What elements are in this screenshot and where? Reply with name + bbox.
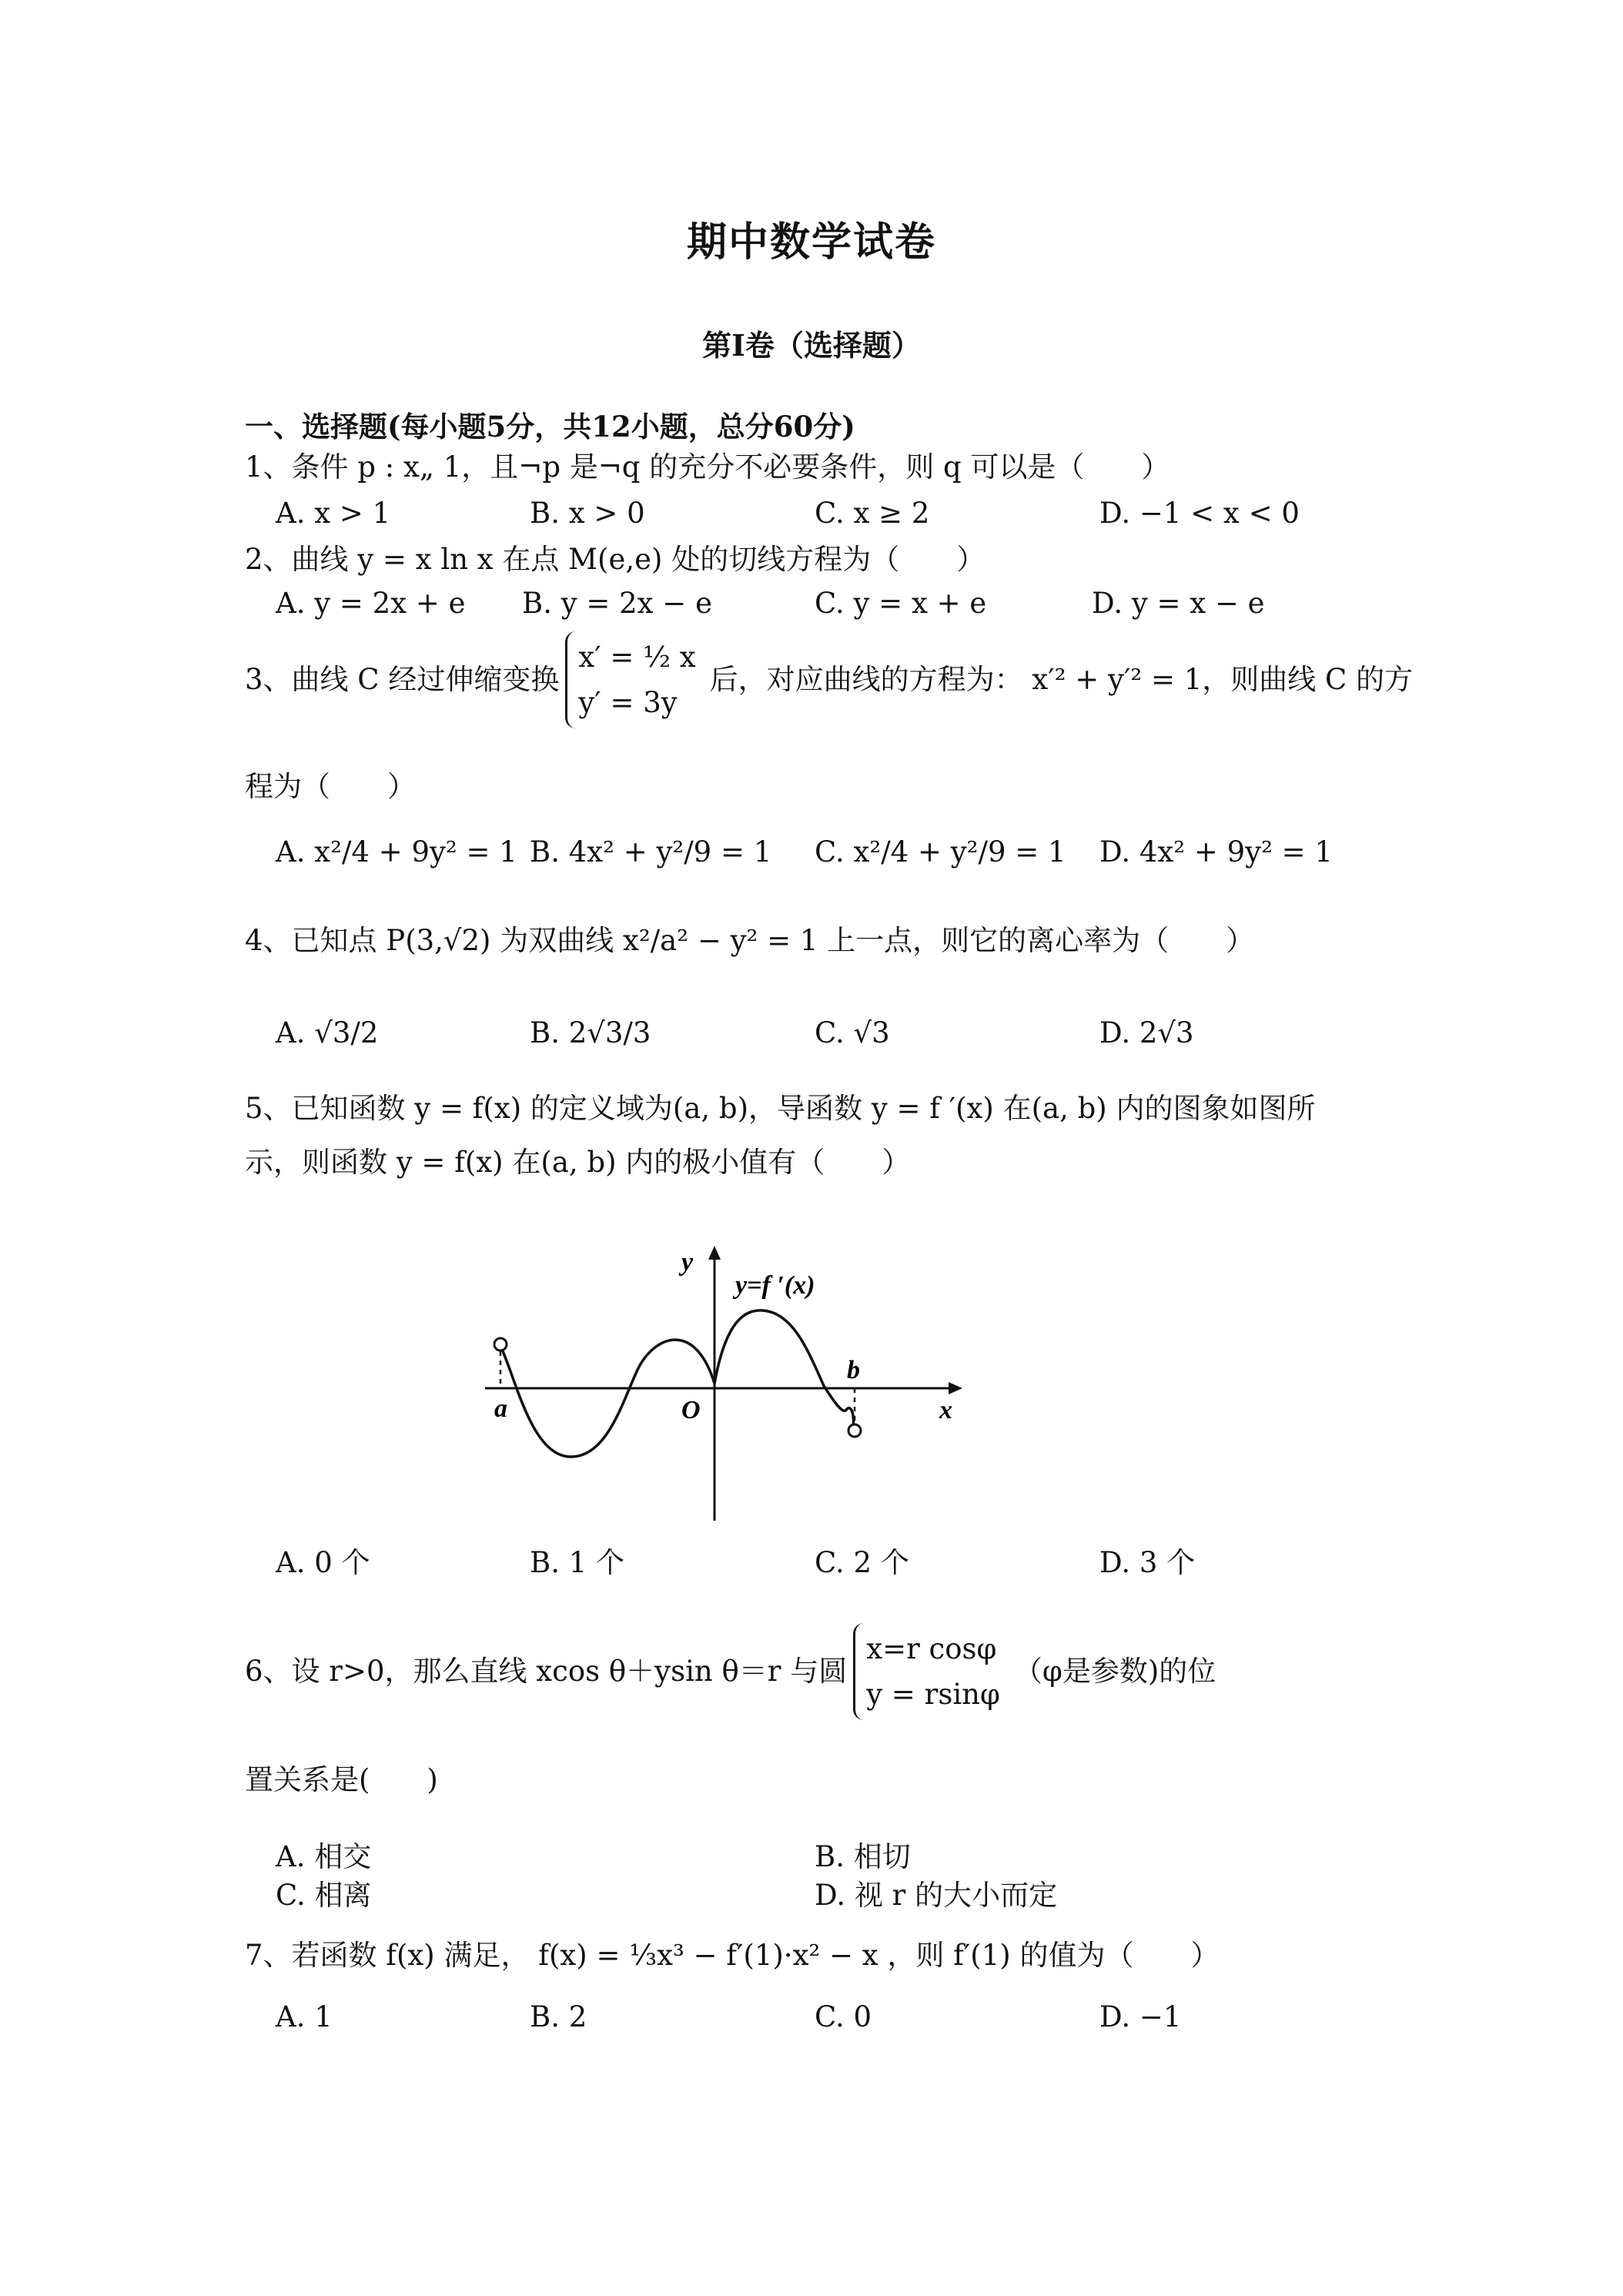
q6-option-b: B. 相切 [815, 1840, 911, 1873]
q2-option-d: D. y = x − e [1092, 587, 1265, 620]
q3-sys-line-2: y′ = 3y [578, 686, 678, 720]
page-title: 期中数学试卷 [686, 219, 936, 266]
q6-option-a: A. 相交 [276, 1840, 372, 1873]
q4-option-c: C. √3 [815, 1016, 890, 1049]
question-4-stem: 4、已知点 P(3,√2) 为双曲线 x²/a² − y² = 1 上一点，则它的离心率为（ ） [245, 924, 1255, 957]
q4-option-b: B. 2√3/3 [530, 1016, 651, 1049]
question-6-stem [245, 1623, 1216, 1720]
q5-option-d: D. 3 个 [1099, 1546, 1196, 1579]
q5-option-a: A. 0 个 [276, 1546, 370, 1579]
right-open-endpoint [848, 1424, 861, 1437]
y-axis-arrow [708, 1246, 721, 1260]
q3-option-a: A. x²/4 + 9y² = 1 [276, 835, 517, 869]
q3-suffix: 后，对应曲线的方程为： x′² + y′² = 1，则曲线 C 的方 [709, 662, 1414, 696]
question-3-stem [245, 631, 1413, 728]
q1-option-d: D. −1 < x < 0 [1099, 497, 1300, 530]
q4-option-d: D. 2√3 [1099, 1016, 1194, 1049]
q6-option-d: D. 视 r 的大小而定 [815, 1879, 1058, 1912]
q1-option-c: C. x ≥ 2 [815, 497, 930, 530]
q4-option-a: A. √3/2 [276, 1016, 379, 1049]
q3-prefix: 3、曲线 C 经过伸缩变换 [245, 662, 560, 696]
question-5-stem-cont: 示，则函数 y = f(x) 在(a, b) 内的极小值有（ ） [245, 1146, 911, 1179]
question-3-stem-cont: 程为（ ） [245, 770, 416, 803]
x-axis-arrow [949, 1382, 962, 1394]
q7-option-c: C. 0 [815, 2000, 872, 2033]
q7-option-b: B. 2 [530, 2000, 587, 2033]
q6-circle-system [853, 1623, 1008, 1720]
derivative-curve [500, 1310, 853, 1457]
q2-option-a: A. y = 2x + e [276, 587, 466, 620]
curve-label: y=f ′(x) [735, 1271, 815, 1300]
q3-option-d: D. 4x² + 9y² = 1 [1099, 835, 1333, 869]
q2-option-c: C. y = x + e [815, 587, 987, 620]
question-6-stem-cont: 置关系是( ) [245, 1763, 438, 1796]
q1-option-a: A. x > 1 [276, 497, 391, 530]
section-heading: 一、选择题(每小题5分，共12小题，总分60分) [245, 410, 855, 443]
q3-option-b: B. 4x² + y²/9 = 1 [530, 835, 772, 869]
q6-suffix: （φ是参数)的位 [1013, 1654, 1216, 1688]
q3-transform-system [565, 631, 703, 728]
q7-option-d: D. −1 [1099, 2000, 1182, 2033]
origin-label: O [681, 1396, 701, 1424]
a-label: a [494, 1394, 507, 1423]
question-1-stem: 1、条件 p : x„ 1，且¬p 是¬q 的充分不必要条件，则 q 可以是（ ） [245, 450, 1170, 484]
q3-sys-line-1: x′ = ½ x [578, 641, 696, 674]
q3-option-c: C. x²/4 + y²/9 = 1 [815, 835, 1066, 869]
q1-option-b: B. x > 0 [530, 497, 645, 530]
q5-option-c: C. 2 个 [815, 1546, 909, 1579]
question-7-stem: 7、若函数 f(x) 满足， f(x) = ⅓x³ − f′(1)·x² − x ，则 f′(1) 的值为（ ） [245, 1939, 1220, 1972]
part-title: 第I卷（选择题） [702, 328, 921, 363]
b-label: b [847, 1356, 860, 1384]
q6-prefix: 6、设 r>0，那么直线 xcos θ＋ysin θ＝r 与圆 [245, 1654, 848, 1688]
y-axis-label: y [681, 1248, 694, 1277]
q6-option-c: C. 相离 [276, 1879, 372, 1912]
question-5-stem: 5、已知函数 y = f(x) 的定义域为(a, b)，导函数 y = f ′(x) 在(a, b) 内的图象如图所 [245, 1092, 1316, 1125]
derivative-graph-figure [477, 1232, 970, 1525]
q6-sys-line-2: y = rsinφ [866, 1678, 1000, 1712]
left-open-endpoint [494, 1338, 507, 1350]
q7-option-a: A. 1 [276, 2000, 333, 2033]
q2-option-b: B. y = 2x − e [522, 587, 712, 620]
x-axis-label: x [939, 1396, 952, 1424]
q6-sys-line-1: x=r cosφ [866, 1632, 997, 1665]
question-2-stem: 2、曲线 y = x ln x 在点 M(e,e) 处的切线方程为（ ） [245, 543, 986, 576]
q5-option-b: B. 1 个 [530, 1546, 625, 1579]
